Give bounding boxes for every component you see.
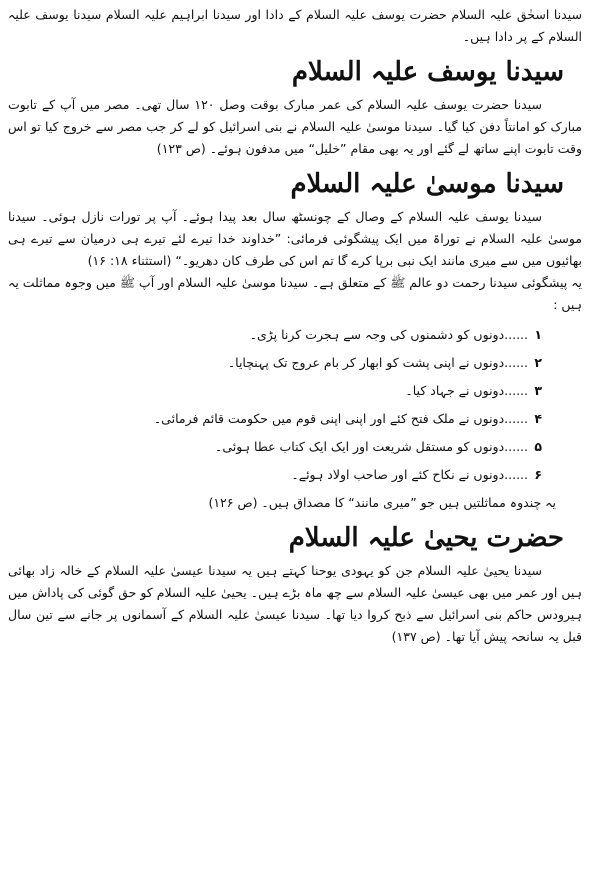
heading-yahya: حضرت یحییٰ علیہ السلام <box>288 523 564 553</box>
list-number: ۵ <box>534 439 542 454</box>
list-item <box>8 464 582 486</box>
similarities-list <box>8 324 582 486</box>
list-number: ۶ <box>534 467 542 482</box>
list-text: ......دونوں نے نکاح کئے اور صاحب اولاد ہوئے۔ <box>291 467 528 482</box>
list-item <box>8 352 582 374</box>
list-text: ......دونوں نے ملک فتح کئے اور اپنی اپنی قوم میں حکومت قائم فرمائی۔ <box>153 411 528 426</box>
list-item <box>8 436 582 458</box>
intro-paragraph: سیدنا اسحٰق علیہ السلام حضرت یوسف علیہ السلام کے دادا اور سیدنا ابراہیم علیہ السلام سیدنا یوسف علیہ السلام کے پر دادا ہیں۔ <box>8 7 582 44</box>
list-number: ۱ <box>534 327 542 342</box>
list-text: ......دونوں نے جہاد کیا۔ <box>405 383 528 398</box>
similarities-summary: یہ چندوہ مماثلتیں ہیں جو ”میری مانند“ کا مصداق ہیں۔ (ص ۱۲۶) <box>208 495 556 510</box>
list-number: ۲ <box>534 355 542 370</box>
list-number: ۴ <box>534 411 542 426</box>
list-text: ......دونوں کو مستقل شریعت اور ایک ایک کتاب عطا ہوئی۔ <box>215 439 528 454</box>
yusuf-paragraph: سیدنا حضرت یوسف علیہ السلام کی عمر مبارک بوقت وصل ۱۲۰ سال تھی۔ مصر میں آپ کے تابوت مبارک کو امانتاً دفن کیا گیا۔ سیدنا موسیٰ علیہ السلام نے بنی اسرائیل کو لے کر جب مصر سے خروج کیا تو اس وقت تابوت اپنے ساتھ لے گئے اور یہ بھی مقام ”خلیل“ میں مدفون ہوئے۔ (ص ۱۲۳) <box>8 97 582 156</box>
list-item <box>8 324 582 346</box>
heading-musa: سیدنا موسیٰ علیہ السلام <box>290 169 564 199</box>
list-item <box>8 408 582 430</box>
list-text: ......دونوں کو دشمنوں کی وجہ سے ہجرت کرنا پڑی۔ <box>249 327 528 342</box>
musa-paragraph-1: سیدنا یوسف علیہ السلام کے وصال کے چونسٹھ سال بعد پیدا ہوئے۔ آپ پر تورات نازل ہوئی۔ سیدنا موسیٰ علیہ السلام نے توراۃ میں ایک پیشگوئی فرمائی: ”خداوند خدا تیرے لئے تیرے ہی درمیان سے تیرے ہی بھائیوں میں سے میری مانند ایک نبی برپا کرے گا تم اس کی طرف کان دھریو۔“ (استثناء ۱۸: ۱۶) <box>8 209 582 268</box>
list-item <box>8 380 582 402</box>
musa-paragraph-2: یہ پیشگوئی سیدنا رحمت دو عالم ﷺ کے متعلق ہے۔ سیدنا موسیٰ علیہ السلام اور آپ ﷺ میں وجوہ مماثلت یہ ہیں : <box>8 275 582 312</box>
yahya-paragraph: سیدنا یحییٰ علیہ السلام جن کو یہودی یوحنا کہتے ہیں یہ سیدنا عیسیٰ علیہ السلام کے خالہ زاد بھائی ہیں اور عمر میں بھی عیسیٰ علیہ السلام سے چھ ماہ بڑے ہیں۔ یحییٰ علیہ السلام کو حق گوئی کی پاداش میں ہیرودس حاکم بنی اسرائیل سے ذبح کروا دیا تھا۔ سیدنا عیسیٰ علیہ السلام کے آسمانوں پر جانے سے تین سال قبل یہ سانحہ پیش آیا تھا۔ (ص ۱۳۷) <box>8 563 582 644</box>
list-text: ......دونوں نے اپنی پشت کو ابھار کر بام عروج تک پہنچایا۔ <box>227 355 528 370</box>
heading-yusuf: سیدنا یوسف علیہ السلام <box>291 57 564 87</box>
list-number: ۳ <box>534 383 542 398</box>
